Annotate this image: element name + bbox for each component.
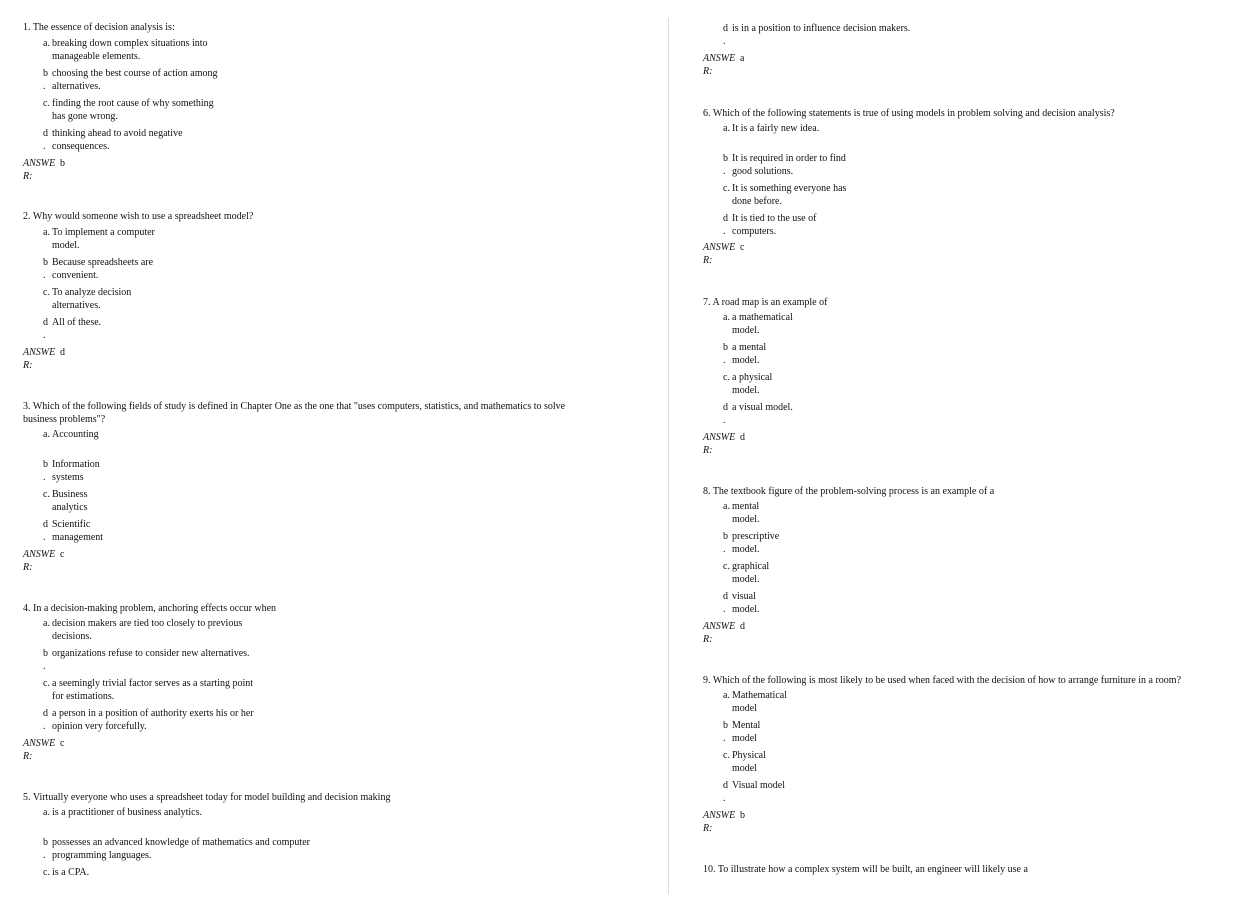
q3-option-b-dot: . (43, 472, 46, 483)
q1-option-d-letter: d (43, 128, 48, 139)
question-10-stem: 10. To illustrate how a complex system will be built, an engineer will likely use a (703, 864, 1028, 875)
q6-option-a-line1: It is a fairly new idea. (732, 123, 820, 134)
q9-option-c-line1: Physical (732, 750, 766, 761)
question-7-stem: 7. A road map is an example of (703, 297, 828, 308)
q4-option-b-dot: . (43, 661, 46, 672)
q8-option-b-dot: . (723, 544, 726, 555)
q2-option-b-line2: convenient. (52, 270, 99, 281)
q6-option-d-line1: It is tied to the use of (732, 213, 817, 224)
q1-option-a-line2: manageable elements. (52, 51, 141, 62)
question-3-stem-line1: 3. Which of the following fields of study is defined in Chapter One as the one that "uses computers, statistics, and mathematics to solve (23, 401, 566, 412)
q5-answer-label: ANSWE (703, 53, 736, 64)
q5-option-a-letter: a. (43, 807, 50, 818)
q7-option-b-line1: a mental (732, 342, 767, 353)
q7-option-a-letter: a. (723, 312, 730, 323)
q8-option-a-line1: mental (732, 501, 760, 512)
q7-option-c-line2: model. (732, 385, 760, 396)
q6-option-d-dot: . (723, 226, 726, 237)
q4-option-a-line2: decisions. (52, 631, 92, 642)
q2-option-d-line1: All of these. (52, 317, 102, 328)
q1-option-b-line2: alternatives. (52, 81, 101, 92)
q8-option-b-letter: b (723, 531, 728, 542)
q9-option-d-letter: d (723, 780, 728, 791)
q6-option-b-dot: . (723, 166, 726, 177)
q4-option-c-letter: c. (43, 678, 50, 689)
q2-option-a-letter: a. (43, 227, 50, 238)
q2-option-d-letter: d (43, 317, 48, 328)
q9-option-d-line1: Visual model (732, 780, 786, 791)
q7-option-a-line1: a mathematical (732, 312, 793, 323)
q9-option-c-line2: model (732, 763, 757, 774)
q4-option-a-letter: a. (43, 618, 50, 629)
q3-option-d-letter: d (43, 519, 48, 530)
q4-option-b-letter: b (43, 648, 48, 659)
q9-option-b-letter: b (723, 720, 728, 731)
q7-option-b-letter: b (723, 342, 728, 353)
q1-option-b-letter: b (43, 68, 48, 79)
q8-option-c-line1: graphical (732, 561, 770, 572)
question-3-stem-line2: business problems"? (23, 414, 106, 425)
q7-option-b-line2: model. (732, 355, 760, 366)
q1-option-c-letter: c. (43, 98, 50, 109)
q2-option-b-dot: . (43, 270, 46, 281)
q2-answer-label: ANSWE (23, 347, 56, 358)
q4-option-c-line1: a seemingly trivial factor serves as a starting point (52, 678, 254, 689)
q7-option-d-line1: a visual model. (732, 402, 793, 413)
q9-option-a-letter: a. (723, 690, 730, 701)
question-6-stem: 6. Which of the following statements is true of using models in problem solving and decision analysis? (703, 108, 1115, 119)
q4-option-a-line1: decision makers are tied too closely to previous (52, 618, 243, 629)
q7-option-c-line1: a physical (732, 372, 773, 383)
q5-option-c-letter: c. (43, 867, 50, 878)
q9-option-b-line1: Mental (732, 720, 761, 731)
q6-option-d-letter: d (723, 213, 728, 224)
q9-answer-label: ANSWE (703, 810, 736, 821)
q2-option-b-line1: Because spreadsheets are (52, 257, 154, 268)
column-divider (668, 18, 669, 894)
q9-option-b-dot: . (723, 733, 726, 744)
q3-option-b-line2: systems (52, 472, 84, 483)
q3-answer-value: c (60, 549, 65, 560)
q5-answer-value: a (740, 53, 745, 64)
q1-option-d-line2: consequences. (52, 141, 110, 152)
q8-option-b-line2: model. (732, 544, 760, 555)
q5-option-d-dot: . (723, 36, 726, 47)
q1-option-d-line1: thinking ahead to avoid negative (52, 128, 183, 139)
q4-answer-label: ANSWE (23, 738, 56, 749)
q4-option-d-line1: a person in a position of authority exerts his or her (52, 708, 254, 719)
q7-answer-label-tail: R: (703, 445, 713, 456)
q3-option-a-letter: a. (43, 429, 50, 440)
q4-option-d-dot: . (43, 721, 46, 732)
q8-option-d-line1: visual (732, 591, 756, 602)
q5-option-a-line1: is a practitioner of business analytics. (52, 807, 202, 818)
question-4-stem: 4. In a decision-making problem, anchoring effects occur when (23, 603, 277, 614)
q8-option-d-line2: model. (732, 604, 760, 615)
q5-option-d-letter: d (723, 23, 728, 34)
q8-answer-label: ANSWE (703, 621, 736, 632)
q2-option-a-line2: model. (52, 240, 80, 251)
question-1-stem: 1. The essence of decision analysis is: (23, 22, 175, 33)
q3-option-b-line1: Information (52, 459, 100, 470)
q8-option-a-letter: a. (723, 501, 730, 512)
q9-option-c-letter: c. (723, 750, 730, 761)
q6-option-b-letter: b (723, 153, 728, 164)
q6-option-d-line2: computers. (732, 226, 777, 237)
q1-answer-value: b (60, 158, 65, 169)
q5-answer-label-tail: R: (703, 66, 713, 77)
q9-answer-label-tail: R: (703, 823, 713, 834)
q2-option-c-letter: c. (43, 287, 50, 298)
q2-answer-value: d (60, 347, 65, 358)
q8-answer-value: d (740, 621, 745, 632)
q5-option-b-line1: possesses an advanced knowledge of mathematics and computer (52, 837, 310, 848)
q2-answer-label-tail: R: (23, 360, 33, 371)
q3-option-a-line1: Accounting (52, 429, 99, 440)
q1-option-a-letter: a. (43, 38, 50, 49)
q3-option-c-line1: Business (52, 489, 88, 500)
q5-option-b-line2: programming languages. (52, 850, 152, 861)
q4-option-d-line2: opinion very forcefully. (52, 721, 147, 732)
q3-answer-label: ANSWE (23, 549, 56, 560)
q3-option-d-dot: . (43, 532, 46, 543)
q6-answer-label: ANSWE (703, 242, 736, 253)
q7-option-b-dot: . (723, 355, 726, 366)
q5-option-c-line1: is a CPA. (52, 867, 90, 878)
q7-option-d-dot: . (723, 415, 726, 426)
q6-answer-value: c (740, 242, 745, 253)
q2-option-c-line2: alternatives. (52, 300, 101, 311)
q2-option-b-letter: b (43, 257, 48, 268)
question-8-stem: 8. The textbook figure of the problem-solving process is an example of a (703, 486, 995, 497)
q3-option-c-line2: analytics (52, 502, 88, 513)
q8-option-c-letter: c. (723, 561, 730, 572)
q8-option-c-line2: model. (732, 574, 760, 585)
q8-option-d-dot: . (723, 604, 726, 615)
q1-option-a-line1: breaking down complex situations into (52, 38, 208, 49)
q9-option-a-line1: Mathematical (732, 690, 787, 701)
q7-answer-label: ANSWE (703, 432, 736, 443)
q4-answer-value: c (60, 738, 65, 749)
q6-answer-label-tail: R: (703, 255, 713, 266)
q4-option-c-line2: for estimations. (52, 691, 115, 702)
q5-option-d-line1: is in a position to influence decision makers. (732, 23, 911, 34)
q1-answer-label-tail: R: (23, 171, 33, 182)
q1-option-d-dot: . (43, 141, 46, 152)
q7-option-a-line2: model. (732, 325, 760, 336)
q3-option-d-line2: management (52, 532, 104, 543)
q1-option-b-dot: . (43, 81, 46, 92)
q6-option-b-line1: It is required in order to find (732, 153, 846, 164)
question-2-stem: 2. Why would someone wish to use a spreadsheet model? (23, 211, 254, 222)
q7-option-d-letter: d (723, 402, 728, 413)
q6-option-b-line2: good solutions. (732, 166, 794, 177)
q1-option-b-line1: choosing the best course of action among (52, 68, 218, 79)
q8-answer-label-tail: R: (703, 634, 713, 645)
q7-answer-value: d (740, 432, 745, 443)
q9-option-d-dot: . (723, 793, 726, 804)
question-5-stem: 5. Virtually everyone who uses a spreadsheet today for model building and decision making (23, 792, 391, 803)
q7-option-c-letter: c. (723, 372, 730, 383)
q9-option-a-line2: model (732, 703, 757, 714)
q3-option-b-letter: b (43, 459, 48, 470)
q1-option-c-line2: has gone wrong. (52, 111, 118, 122)
question-9-stem: 9. Which of the following is most likely to be used when faced with the decision of how to arrange furniture in a room? (703, 675, 1182, 686)
q6-option-a-letter: a. (723, 123, 730, 134)
q1-answer-label: ANSWE (23, 158, 56, 169)
q4-option-b-line1: organizations refuse to consider new alternatives. (52, 648, 250, 659)
q8-option-d-letter: d (723, 591, 728, 602)
q8-option-b-line1: prescriptive (732, 531, 780, 542)
q5-option-b-letter: b (43, 837, 48, 848)
q2-option-d-dot: . (43, 330, 46, 341)
q2-option-a-line1: To implement a computer (52, 227, 155, 238)
q3-option-d-line1: Scientific (52, 519, 91, 530)
q9-answer-value: b (740, 810, 745, 821)
q8-option-a-line2: model. (732, 514, 760, 525)
q1-option-c-line1: finding the root cause of why something (52, 98, 214, 109)
q6-option-c-letter: c. (723, 183, 730, 194)
q5-option-b-dot: . (43, 850, 46, 861)
q6-option-c-line1: It is something everyone has (732, 183, 847, 194)
q6-option-c-line2: done before. (732, 196, 782, 207)
q9-option-b-line2: model (732, 733, 757, 744)
q4-answer-label-tail: R: (23, 751, 33, 762)
q3-answer-label-tail: R: (23, 562, 33, 573)
q2-option-c-line1: To analyze decision (52, 287, 132, 298)
q3-option-c-letter: c. (43, 489, 50, 500)
q4-option-d-letter: d (43, 708, 48, 719)
